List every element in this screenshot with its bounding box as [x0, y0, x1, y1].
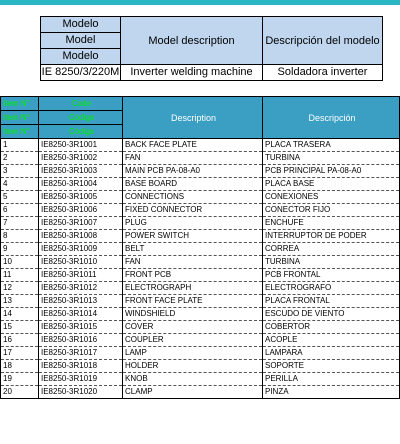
- code-cell: IE8250-3R1013: [39, 295, 123, 308]
- code-cell: IE8250-3R1016: [39, 334, 123, 347]
- header-descripcion: Descripción: [263, 97, 400, 139]
- header-item-number: Item N°: [1, 97, 39, 111]
- top-accent-bar: [0, 0, 400, 5]
- header-item-number: Item N°: [1, 111, 39, 125]
- code-cell: IE8250-3R1008: [39, 230, 123, 243]
- code-cell: IE8250-3R1004: [39, 178, 123, 191]
- description-cell: COUPLER: [123, 334, 263, 347]
- description-cell: FIXED CONNECTOR: [123, 204, 263, 217]
- table-row: [1, 295, 400, 308]
- table-row: [1, 152, 400, 165]
- descripcion-cell: ENCHUFE: [263, 217, 400, 230]
- code-cell: IE8250-3R1018: [39, 360, 123, 373]
- description-cell: LAMP: [123, 347, 263, 360]
- description-cell: WINDSHIELD: [123, 308, 263, 321]
- item-number-cell: 7: [1, 217, 39, 230]
- model-value: IE 8250/3/220M: [41, 65, 121, 81]
- table-row: [1, 256, 400, 269]
- description-cell: FRONT PCB: [123, 269, 263, 282]
- table-row: [1, 217, 400, 230]
- model-label-es: Modelo: [41, 17, 121, 33]
- descripcion-cell: CORREA: [263, 243, 400, 256]
- descripcion-cell: ACOPLE: [263, 334, 400, 347]
- description-cell: KNOB: [123, 373, 263, 386]
- model-description-value: Inverter welding machine: [121, 65, 263, 81]
- description-cell: BACK FACE PLATE: [123, 139, 263, 152]
- item-number-cell: 14: [1, 308, 39, 321]
- table-row: [1, 386, 400, 399]
- descripcion-cell: PLACA BASE: [263, 178, 400, 191]
- description-cell: CONNECTIONS: [123, 191, 263, 204]
- item-number-cell: 5: [1, 191, 39, 204]
- code-cell: IE8250-3R1009: [39, 243, 123, 256]
- header-code: Code: [39, 97, 123, 111]
- code-cell: IE8250-3R1017: [39, 347, 123, 360]
- header-code: Código: [39, 125, 123, 139]
- item-number-cell: 8: [1, 230, 39, 243]
- code-cell: IE8250-3R1015: [39, 321, 123, 334]
- table-row: [1, 178, 400, 191]
- item-number-cell: 1: [1, 139, 39, 152]
- code-cell: IE8250-3R1003: [39, 165, 123, 178]
- description-cell: BELT: [123, 243, 263, 256]
- table-row: [1, 243, 400, 256]
- description-cell: ELECTROGRAPH: [123, 282, 263, 295]
- table-row: [1, 204, 400, 217]
- description-cell: FAN: [123, 256, 263, 269]
- code-cell: IE8250-3R1020: [39, 386, 123, 399]
- description-cell: MAIN PCB PA-08-A0: [123, 165, 263, 178]
- table-row: [1, 308, 400, 321]
- item-number-cell: 11: [1, 269, 39, 282]
- description-cell: FRONT FACE PLATE: [123, 295, 263, 308]
- descripcion-cell: PINZA: [263, 386, 400, 399]
- item-number-cell: 19: [1, 373, 39, 386]
- descripcion-cell: ELECTROGRAFO: [263, 282, 400, 295]
- code-cell: IE8250-3R1006: [39, 204, 123, 217]
- item-number-cell: 20: [1, 386, 39, 399]
- item-number-cell: 13: [1, 295, 39, 308]
- parts-table-body: [1, 139, 400, 399]
- table-row: [1, 165, 400, 178]
- model-info-table: [40, 16, 383, 81]
- description-cell: PLUG: [123, 217, 263, 230]
- descripcion-cell: ESCUDO DE VIENTO: [263, 308, 400, 321]
- description-cell: HOLDER: [123, 360, 263, 373]
- model-label-en: Model: [41, 33, 121, 49]
- descripcion-cell: LAMPARA: [263, 347, 400, 360]
- code-cell: IE8250-3R1005: [39, 191, 123, 204]
- description-cell: COVER: [123, 321, 263, 334]
- code-cell: IE8250-3R1019: [39, 373, 123, 386]
- header-code: Código: [39, 111, 123, 125]
- table-row: [1, 191, 400, 204]
- code-cell: IE8250-3R1010: [39, 256, 123, 269]
- table-row: [1, 373, 400, 386]
- description-cell: FAN: [123, 152, 263, 165]
- table-row: [1, 321, 400, 334]
- descripcion-cell: CONECTOR FIJO: [263, 204, 400, 217]
- item-number-cell: 2: [1, 152, 39, 165]
- item-number-cell: 4: [1, 178, 39, 191]
- code-cell: IE8250-3R1001: [39, 139, 123, 152]
- code-cell: IE8250-3R1007: [39, 217, 123, 230]
- table-row: [1, 334, 400, 347]
- item-number-cell: 16: [1, 334, 39, 347]
- descripcion-cell: SOPORTE: [263, 360, 400, 373]
- table-row: [1, 139, 400, 152]
- item-number-cell: 9: [1, 243, 39, 256]
- table-row: [1, 269, 400, 282]
- descripcion-cell: CONEXIONES: [263, 191, 400, 204]
- item-number-cell: 3: [1, 165, 39, 178]
- descripcion-cell: TURBINA: [263, 256, 400, 269]
- descripcion-cell: PCB FRONTAL: [263, 269, 400, 282]
- descripcion-cell: COBERTOR: [263, 321, 400, 334]
- item-number-cell: 12: [1, 282, 39, 295]
- description-cell: POWER SWITCH: [123, 230, 263, 243]
- item-number-cell: 17: [1, 347, 39, 360]
- descripcion-cell: PERILLA: [263, 373, 400, 386]
- table-row: [1, 282, 400, 295]
- code-cell: IE8250-3R1012: [39, 282, 123, 295]
- description-cell: CLAMP: [123, 386, 263, 399]
- header-item-number: Item N°: [1, 125, 39, 139]
- item-number-cell: 10: [1, 256, 39, 269]
- item-number-cell: 6: [1, 204, 39, 217]
- table-row: [1, 230, 400, 243]
- descripcion-cell: PLACA FRONTAL: [263, 295, 400, 308]
- item-number-cell: 18: [1, 360, 39, 373]
- table-row: [1, 347, 400, 360]
- descripcion-cell: INTERRUPTOR DE PODER: [263, 230, 400, 243]
- model-label-pt: Modelo: [41, 49, 121, 65]
- code-cell: IE8250-3R1014: [39, 308, 123, 321]
- code-cell: IE8250-3R1011: [39, 269, 123, 282]
- code-cell: IE8250-3R1002: [39, 152, 123, 165]
- descripcion-cell: TURBINA: [263, 152, 400, 165]
- descripcion-cell: PCB PRINCIPAL PA-08-A0: [263, 165, 400, 178]
- model-descripcion-header: Descripción del modelo: [263, 17, 383, 65]
- descripcion-cell: PLACA TRASERA: [263, 139, 400, 152]
- model-description-header: Model description: [121, 17, 263, 65]
- item-number-cell: 15: [1, 321, 39, 334]
- header-description: Description: [123, 97, 263, 139]
- parts-table: [0, 96, 400, 399]
- table-row: [1, 360, 400, 373]
- description-cell: BASE BOARD: [123, 178, 263, 191]
- model-descripcion-value: Soldadora inverter: [263, 65, 383, 81]
